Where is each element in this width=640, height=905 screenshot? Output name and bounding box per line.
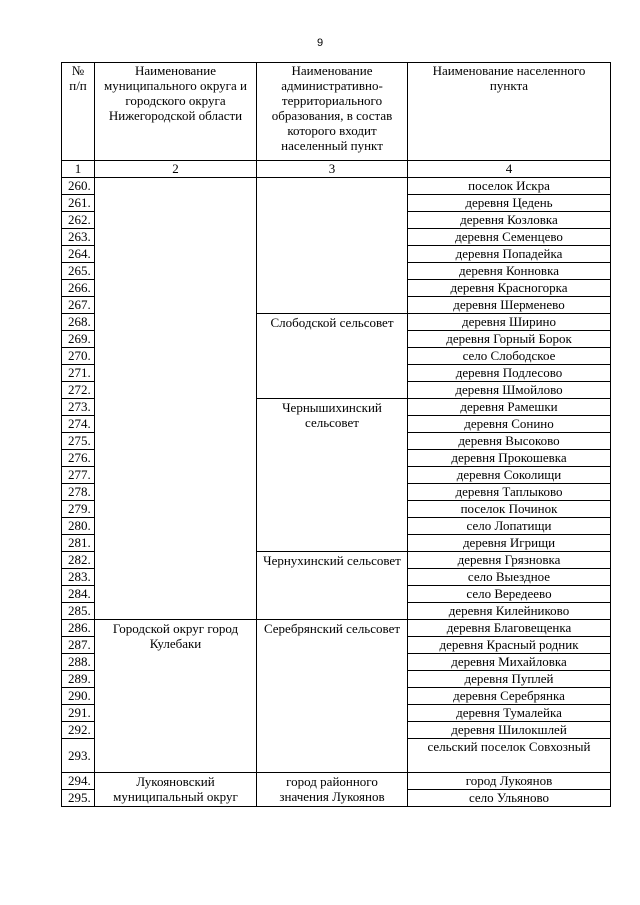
row-number: 284. xyxy=(62,586,95,603)
page-number: 9 xyxy=(316,37,324,49)
settlement-name: деревня Шерменево xyxy=(408,297,611,314)
settlement-name: село Вередеево xyxy=(408,586,611,603)
row-number: 293. xyxy=(62,739,95,773)
row-number: 266. xyxy=(62,280,95,297)
settlement-name: село Ульяново xyxy=(408,790,611,807)
settlement-name: деревня Попадейка xyxy=(408,246,611,263)
settlements-table xyxy=(61,62,611,807)
column-index: 1 xyxy=(62,161,95,178)
row-number: 270. xyxy=(62,348,95,365)
row-number: 278. xyxy=(62,484,95,501)
table-row xyxy=(62,178,611,195)
row-number: 292. xyxy=(62,722,95,739)
table-row xyxy=(62,620,611,637)
row-number: 267. xyxy=(62,297,95,314)
row-number: 295. xyxy=(62,790,95,807)
settlement-name: деревня Козловка xyxy=(408,212,611,229)
column-index: 2 xyxy=(95,161,257,178)
row-number: 261. xyxy=(62,195,95,212)
row-number: 260. xyxy=(62,178,95,195)
settlement-name: деревня Красногорка xyxy=(408,280,611,297)
admin-unit-name: Серебрянский сельсовет xyxy=(257,620,408,773)
settlement-name: деревня Горный Борок xyxy=(408,331,611,348)
settlement-name: деревня Таплыково xyxy=(408,484,611,501)
settlement-name: деревня Ширино xyxy=(408,314,611,331)
settlement-name: деревня Высоково xyxy=(408,433,611,450)
settlement-name: деревня Соколищи xyxy=(408,467,611,484)
row-number: 272. xyxy=(62,382,95,399)
row-number: 282. xyxy=(62,552,95,569)
district-cell-continued xyxy=(95,178,257,620)
row-number: 273. xyxy=(62,399,95,416)
row-number: 294. xyxy=(62,773,95,790)
row-number: 283. xyxy=(62,569,95,586)
settlement-name: деревня Рамешки xyxy=(408,399,611,416)
settlement-name: село Выездное xyxy=(408,569,611,586)
row-number: 279. xyxy=(62,501,95,518)
row-number: 264. xyxy=(62,246,95,263)
settlement-name: деревня Шмойлово xyxy=(408,382,611,399)
row-number: 290. xyxy=(62,688,95,705)
row-number: 263. xyxy=(62,229,95,246)
column-index-row xyxy=(62,161,611,178)
settlement-name: деревня Прокошевка xyxy=(408,450,611,467)
settlement-name: деревня Цедень xyxy=(408,195,611,212)
settlement-name: деревня Килейниково xyxy=(408,603,611,620)
settlement-name: город Лукоянов xyxy=(408,773,611,790)
row-number: 291. xyxy=(62,705,95,722)
row-number: 280. xyxy=(62,518,95,535)
table-row xyxy=(62,773,611,790)
row-number: 286. xyxy=(62,620,95,637)
row-number: 277. xyxy=(62,467,95,484)
district-name: Городской округ город Кулебаки xyxy=(95,620,257,773)
row-number: 281. xyxy=(62,535,95,552)
settlement-name: село Слободское xyxy=(408,348,611,365)
settlement-name: поселок Починок xyxy=(408,501,611,518)
row-number: 288. xyxy=(62,654,95,671)
settlement-name: деревня Тумалейка xyxy=(408,705,611,722)
row-number: 265. xyxy=(62,263,95,280)
header-number: № п/п xyxy=(62,63,95,161)
admin-unit-name: город районного значения Лукоянов xyxy=(257,773,408,807)
header-district: Наименование муниципального округа и городского округа Нижегородской области xyxy=(95,63,257,161)
row-number: 289. xyxy=(62,671,95,688)
settlement-name: деревня Игрищи xyxy=(408,535,611,552)
admin-cell-continued xyxy=(257,178,408,314)
settlement-name: деревня Конновка xyxy=(408,263,611,280)
row-number: 271. xyxy=(62,365,95,382)
row-number: 287. xyxy=(62,637,95,654)
row-number: 275. xyxy=(62,433,95,450)
district-name: Лукояновский муниципальный округ xyxy=(95,773,257,807)
row-number: 262. xyxy=(62,212,95,229)
settlement-name: сельский поселок Совхозный xyxy=(408,739,611,773)
settlement-name: деревня Михайловка xyxy=(408,654,611,671)
header-admin-unit: Наименование административно-территориального образования, в состав которого входит населенный пункт xyxy=(257,63,408,161)
settlement-name: деревня Семенцево xyxy=(408,229,611,246)
row-number: 268. xyxy=(62,314,95,331)
settlement-name: деревня Шилокшлей xyxy=(408,722,611,739)
admin-unit-name: Слободской сельсовет xyxy=(257,314,408,399)
settlement-name: деревня Грязновка xyxy=(408,552,611,569)
header-settlement: Наименование населенного пункта xyxy=(408,63,611,161)
settlement-name: деревня Подлесово xyxy=(408,365,611,382)
settlement-name: деревня Сонино xyxy=(408,416,611,433)
column-index: 3 xyxy=(257,161,408,178)
admin-unit-name: Чернухинский сельсовет xyxy=(257,552,408,620)
settlement-name: деревня Благовещенка xyxy=(408,620,611,637)
settlement-name: село Лопатищи xyxy=(408,518,611,535)
column-index: 4 xyxy=(408,161,611,178)
settlement-name: деревня Пуплей xyxy=(408,671,611,688)
row-number: 269. xyxy=(62,331,95,348)
table-header-row xyxy=(62,63,611,161)
admin-unit-name: Чернышихинский сельсовет xyxy=(257,399,408,552)
row-number: 285. xyxy=(62,603,95,620)
row-number: 276. xyxy=(62,450,95,467)
settlement-name: деревня Серебрянка xyxy=(408,688,611,705)
settlement-name: деревня Красный родник xyxy=(408,637,611,654)
row-number: 274. xyxy=(62,416,95,433)
settlement-name: поселок Искра xyxy=(408,178,611,195)
